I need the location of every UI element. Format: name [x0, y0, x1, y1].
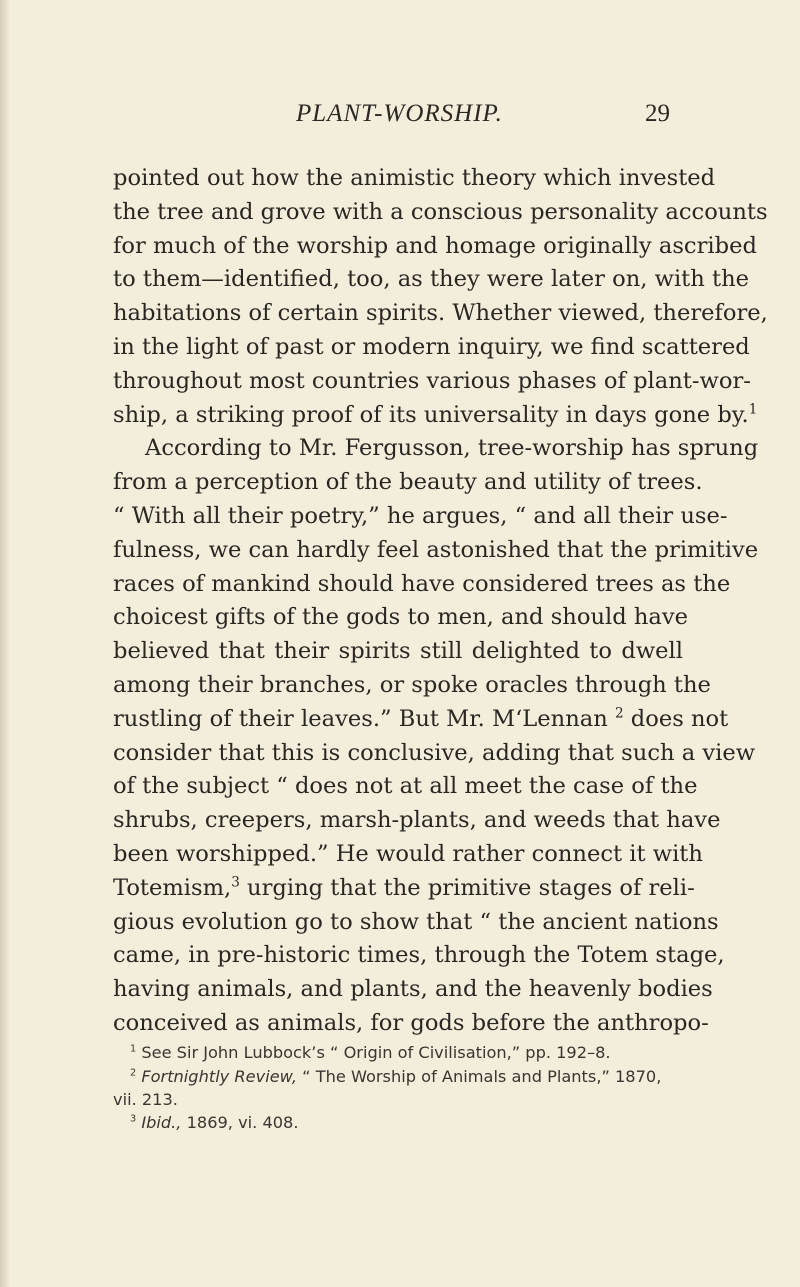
page-number: 29 [645, 100, 670, 127]
footnote-source: Ibid., [136, 1113, 182, 1132]
text-line [113, 871, 695, 905]
footnote-1 [130, 1041, 683, 1065]
footnote-ref-3[interactable]: 3 [231, 874, 240, 891]
footnote-marker: 2 [130, 1067, 137, 1079]
footnote-marker: 1 [130, 1043, 137, 1055]
text-line [113, 702, 729, 736]
text-line: in the light of past or modern inquiry, we find scattered [113, 334, 750, 360]
footnote-marker: 3 [130, 1113, 137, 1125]
text-line: among their branches, or spoke oracles through the [113, 672, 711, 698]
text-line: having animals, and plants, and the heavenly bodies [113, 976, 713, 1003]
text-line: gious evolution go to show that “ the ancient nations [113, 908, 719, 935]
footnote-3 [130, 1111, 683, 1135]
text-line: for much of the worship and homage originally ascribed [113, 232, 757, 259]
text-line: pointed out how the animistic theory which invested [113, 165, 716, 191]
line-text: rustling of their leaves.” But Mr. M‘Lennan [113, 705, 615, 732]
text-line: shrubs, creepers, marsh-plants, and weeds that have [113, 807, 721, 834]
binding-edge [0, 0, 10, 1287]
footnote-text: 1869, vi. 408. [181, 1113, 299, 1132]
line-text: urging that the primitive stages of reli- [239, 874, 695, 901]
line-text: Totemism, [113, 874, 232, 901]
text-line: from a perception of the beauty and utility of trees. [113, 469, 703, 496]
footnote-ref-2[interactable]: 2 [614, 705, 624, 722]
text-line: habitations of certain spirits. Whether viewed, therefore, [113, 300, 768, 327]
text-line: came, in pre-historic times, through the Totem stage, [113, 942, 725, 969]
text-line: been worshipped.” He would rather connect it with [113, 841, 703, 867]
text-line: races of mankind should have considered trees as the [113, 570, 731, 597]
footnote-2 [130, 1065, 683, 1089]
line-text: ship, a striking proof of its universality in days gone by. [113, 401, 749, 428]
text-line: consider that this is conclusive, adding that such a view [113, 739, 756, 766]
text-line: fulness, we can hardly feel astonished that the primitive [113, 536, 759, 563]
footnote-text: See Sir John Lubbock’s “ Origin of Civilisation,” pp. 192–8. [136, 1043, 611, 1062]
text-line: of the subject “ does not at all meet the case of the [113, 773, 698, 800]
running-head [0, 100, 800, 140]
text-line: believed that their spirits still delighted to dwell [113, 638, 683, 665]
footnote-text: “ The Worship of Animals and Plants,” 1870, [297, 1067, 662, 1086]
text-line: choicest gifts of the gods to men, and should have [113, 604, 689, 631]
text-line: According to Mr. Fergusson, tree-worship has sprung [145, 435, 759, 462]
text-line: “ With all their poetry,” he argues, “ and all their use- [113, 503, 728, 529]
text-line: to them—identified, too, as they were later on, with the [113, 266, 750, 293]
footnote-source: Fortnightly Review, [136, 1067, 298, 1086]
text-line: conceived as animals, for gods before the anthropo- [113, 1010, 709, 1036]
running-title: PLANT-WORSHIP. [296, 100, 503, 127]
line-text: does not [623, 705, 729, 732]
text-line [113, 398, 758, 432]
footnote-2-continuation: vii. 213. [113, 1090, 178, 1109]
text-line: throughout most countries various phases of plant-wor- [113, 367, 751, 394]
footnote-ref-1[interactable]: 1 [748, 401, 758, 418]
text-line: the tree and grove with a conscious personality accounts [113, 198, 768, 225]
